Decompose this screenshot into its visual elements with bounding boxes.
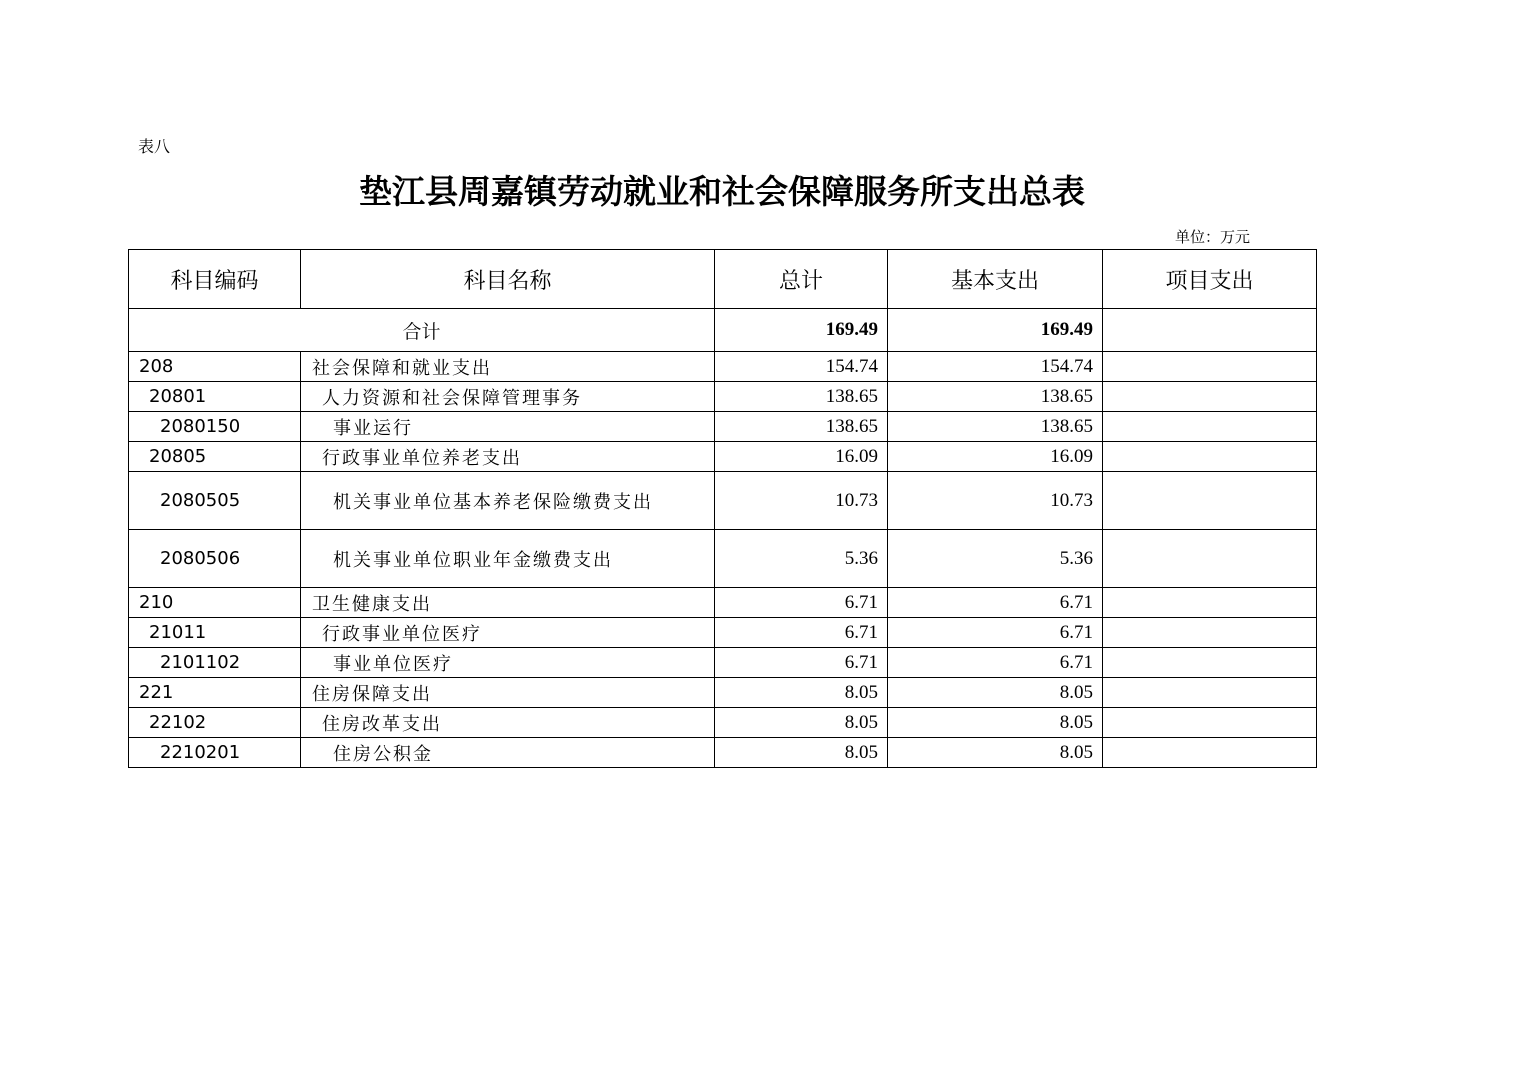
row-name-text: 事业运行 [333, 417, 413, 439]
row-name [301, 472, 715, 530]
table-row [129, 442, 1317, 472]
row-code [129, 588, 301, 618]
row-project [1103, 530, 1317, 588]
unit-label: 单位：万元 [1174, 228, 1250, 246]
row-basic: 5.36 [888, 530, 1103, 588]
row-project [1103, 738, 1317, 768]
row-basic: 6.71 [888, 588, 1103, 618]
row-name [301, 648, 715, 678]
row-total: 10.73 [715, 472, 888, 530]
row-code [129, 352, 301, 382]
header-total: 总计 [715, 250, 888, 309]
row-name [301, 412, 715, 442]
total-label: 合计 [129, 309, 715, 352]
header-project: 项目支出 [1103, 250, 1317, 309]
row-code [129, 708, 301, 738]
row-total: 138.65 [715, 412, 888, 442]
table-row [129, 738, 1317, 768]
total-basic: 169.49 [888, 309, 1103, 352]
table-row [129, 382, 1317, 412]
row-name-text: 行政事业单位医疗 [322, 623, 482, 645]
row-code [129, 442, 301, 472]
row-name-text: 住房改革支出 [322, 713, 442, 735]
table-row [129, 708, 1317, 738]
row-basic: 154.74 [888, 352, 1103, 382]
row-code [129, 678, 301, 708]
header-name: 科目名称 [301, 250, 715, 309]
total-row [129, 309, 1317, 352]
row-code-text: 2101102 [160, 652, 241, 673]
row-name [301, 530, 715, 588]
table-header-row [129, 250, 1317, 309]
row-total: 5.36 [715, 530, 888, 588]
row-code-text: 22102 [149, 712, 207, 733]
table-label: 表八 [138, 137, 171, 156]
row-basic: 8.05 [888, 678, 1103, 708]
row-name [301, 588, 715, 618]
row-code-text: 2080506 [160, 548, 241, 569]
row-name [301, 352, 715, 382]
row-basic: 6.71 [888, 648, 1103, 678]
row-name [301, 382, 715, 412]
row-project [1103, 412, 1317, 442]
row-basic: 6.71 [888, 618, 1103, 648]
page-title: 垫江县周嘉镇劳动就业和社会保障服务所支出总表 [359, 172, 1085, 211]
row-total: 6.71 [715, 618, 888, 648]
total-total: 169.49 [715, 309, 888, 352]
row-project [1103, 648, 1317, 678]
row-name-text: 卫生健康支出 [312, 593, 432, 615]
row-name [301, 618, 715, 648]
row-code [129, 618, 301, 648]
row-name-text: 机关事业单位基本养老保险缴费支出 [333, 491, 653, 513]
row-name-text: 行政事业单位养老支出 [322, 447, 522, 469]
row-basic: 138.65 [888, 412, 1103, 442]
row-basic: 8.05 [888, 738, 1103, 768]
row-total: 16.09 [715, 442, 888, 472]
row-project [1103, 382, 1317, 412]
table-row [129, 618, 1317, 648]
row-code-text: 2080150 [160, 416, 241, 437]
table-row [129, 588, 1317, 618]
row-project [1103, 708, 1317, 738]
row-code-text: 221 [139, 682, 174, 703]
row-name-text: 事业单位医疗 [333, 653, 453, 675]
expense-table [128, 249, 1317, 768]
row-basic: 138.65 [888, 382, 1103, 412]
row-name-text: 住房保障支出 [312, 683, 432, 705]
row-code [129, 382, 301, 412]
row-code-text: 210 [139, 592, 174, 613]
row-code-text: 2080505 [160, 490, 241, 511]
row-project [1103, 618, 1317, 648]
row-project [1103, 472, 1317, 530]
table-row [129, 412, 1317, 442]
row-name-text: 人力资源和社会保障管理事务 [322, 387, 582, 409]
table-row [129, 352, 1317, 382]
row-name [301, 442, 715, 472]
row-name-text: 机关事业单位职业年金缴费支出 [333, 549, 613, 571]
row-basic: 8.05 [888, 708, 1103, 738]
row-code [129, 472, 301, 530]
row-project [1103, 678, 1317, 708]
row-name-text: 住房公积金 [333, 743, 433, 765]
table-row [129, 472, 1317, 530]
row-basic: 16.09 [888, 442, 1103, 472]
row-name [301, 678, 715, 708]
header-code: 科目编码 [129, 250, 301, 309]
row-project [1103, 442, 1317, 472]
row-code [129, 530, 301, 588]
table-row [129, 648, 1317, 678]
row-code-text: 20801 [149, 386, 207, 407]
table-row [129, 530, 1317, 588]
row-basic: 10.73 [888, 472, 1103, 530]
row-total: 8.05 [715, 678, 888, 708]
row-project [1103, 588, 1317, 618]
row-name [301, 738, 715, 768]
row-project [1103, 352, 1317, 382]
row-code-text: 2210201 [160, 742, 241, 763]
row-total: 6.71 [715, 648, 888, 678]
table-row [129, 678, 1317, 708]
header-basic: 基本支出 [888, 250, 1103, 309]
row-total: 6.71 [715, 588, 888, 618]
row-code-text: 20805 [149, 446, 207, 467]
row-code [129, 738, 301, 768]
total-project [1103, 309, 1317, 352]
row-total: 154.74 [715, 352, 888, 382]
row-code [129, 412, 301, 442]
row-code-text: 208 [139, 356, 174, 377]
row-code-text: 21011 [149, 622, 207, 643]
row-name-text: 社会保障和就业支出 [312, 357, 492, 379]
row-total: 8.05 [715, 708, 888, 738]
row-code [129, 648, 301, 678]
row-name [301, 708, 715, 738]
row-total: 8.05 [715, 738, 888, 768]
row-total: 138.65 [715, 382, 888, 412]
